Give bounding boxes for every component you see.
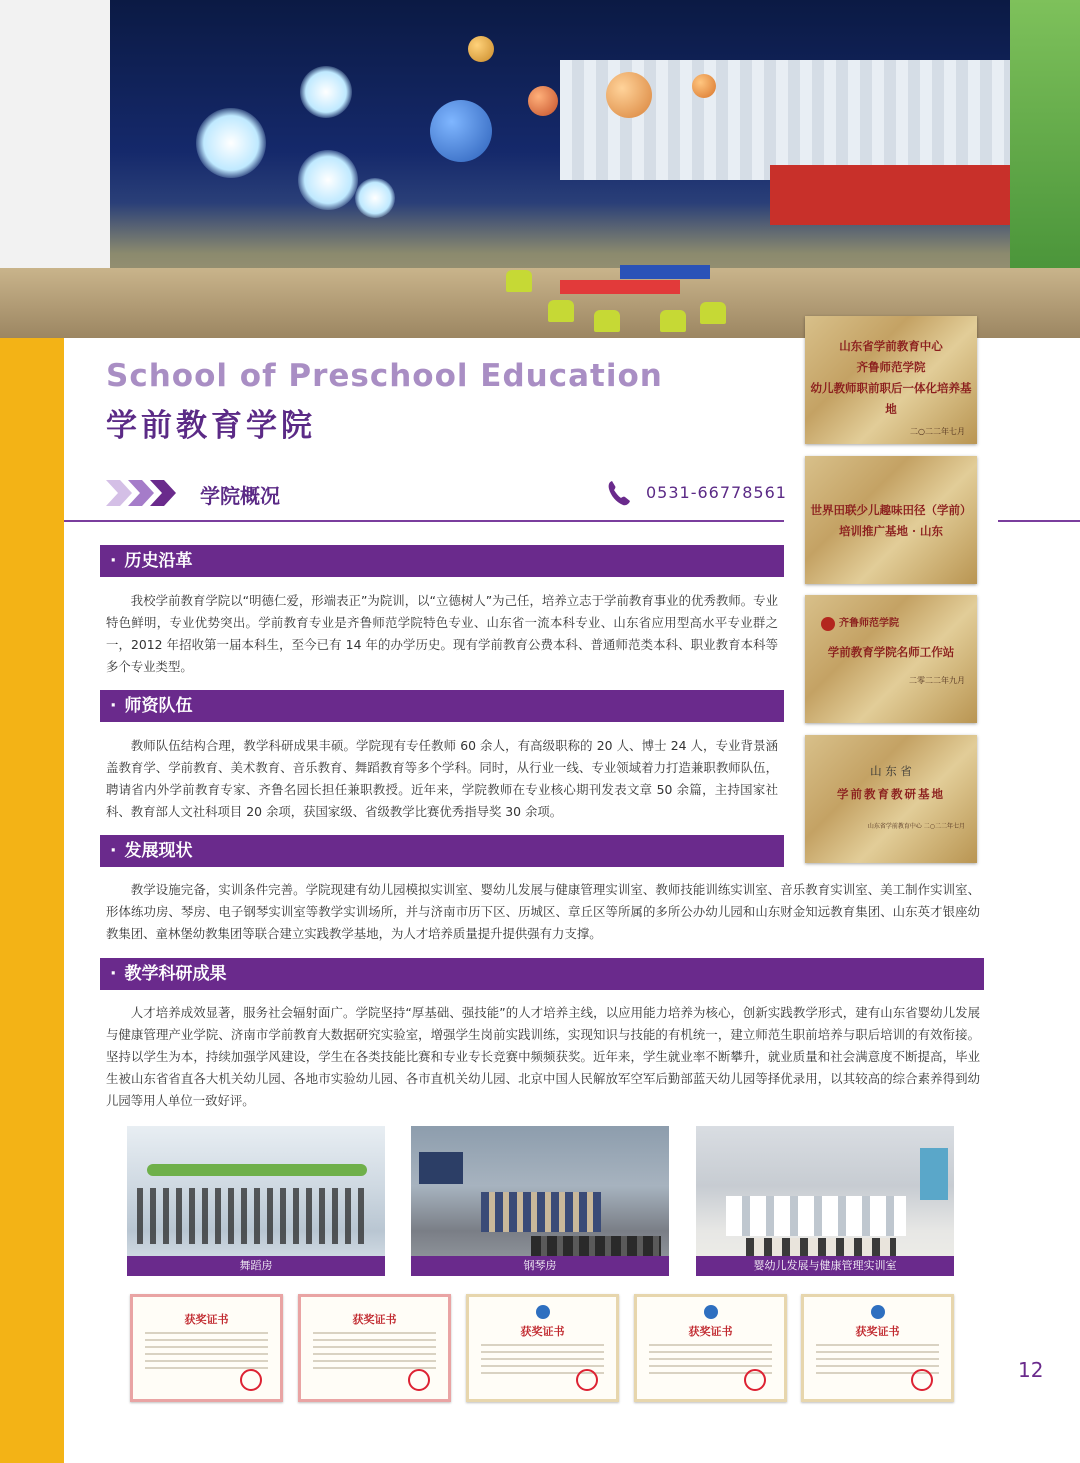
section-bar-history: · 历史沿革: [100, 545, 784, 577]
hero-planet: [528, 86, 558, 116]
stamp-icon: [744, 1369, 766, 1391]
photo-caption: 钢琴房: [411, 1256, 669, 1276]
chevron-arrows-icon: [106, 478, 182, 508]
emblem-icon: [536, 1305, 550, 1319]
overview-label: 学院概况: [200, 484, 280, 508]
overview-divider: [64, 520, 784, 522]
hero-table: [620, 265, 710, 279]
stamp-icon: [576, 1369, 598, 1391]
award-certificate: 获奖证书: [634, 1294, 787, 1402]
phone-icon: [606, 479, 632, 507]
section-bar-faculty: · 师资队伍: [100, 690, 784, 722]
hero-planet: [468, 36, 494, 62]
award-certificate: 获奖证书: [466, 1294, 619, 1402]
page-number: 12: [1018, 1358, 1044, 1382]
hero-planet: [606, 72, 652, 118]
hero-light-star: [298, 150, 358, 210]
left-gold-stripe: [0, 338, 64, 1463]
section-body-history: 我校学前教育学院以“明德仁爱，形端表正”为院训，以“立德树人”为己任，培养立志于学前教育事业的优秀教师。专业特色鲜明，专业优势突出。学前教育专业是齐鲁师范学院特色专业、山东省一流本科专业、山东省应用型高水平专业群之一，2012 年招收第一届本科生，至今已有 14 年的办学历史。现有学前教育公费本科、普通师范类本科、职业教育本科等多个专业类型。: [106, 593, 778, 674]
emblem-icon: [704, 1305, 718, 1319]
plaque-base: 山东省学前教育中心 齐鲁师范学院 幼儿教师职前职后一体化培养基地 二○二二年七月: [805, 316, 977, 444]
page-title-cn: 学前教育学院: [106, 408, 316, 444]
hero-wall-left: [0, 0, 110, 270]
plaque-master-teacher: 齐鲁师范学院 学前教育学院名师工作站 二零二二年九月: [805, 595, 977, 723]
stamp-icon: [408, 1369, 430, 1391]
overview-divider-right: [998, 520, 1080, 522]
hero-table: [560, 280, 680, 294]
hero-stool: [506, 270, 532, 292]
training-room-photo: [696, 1126, 954, 1276]
piano-room-photo: [411, 1126, 669, 1276]
section-bar-achievements: · 教学科研成果: [100, 958, 984, 990]
stamp-icon: [911, 1369, 933, 1391]
plaque-research-base: 山 东 省 学前教育教研基地 山东省学前教育中心 二○二二年七月: [805, 735, 977, 863]
photo-caption: 婴幼儿发展与健康管理实训室: [696, 1256, 954, 1276]
section-body-development: 教学设施完备，实训条件完善。学院现建有幼儿园模拟实训室、婴幼儿发展与健康管理实训室、教师技能训练实训室、音乐教育实训室、美工制作实训室、形体练功房、琴房、电子钢琴实训室等教学实训场所，并与济南市历下区、历城区、章丘区等所属的多所公办幼儿园和山东财金知远教育集团、山东英才银座幼教集团、童林堡幼教集团等联合建立实践教学基地，为人才培养质量提升提供强有力支撑。: [106, 882, 980, 941]
stamp-icon: [240, 1369, 262, 1391]
hero-stool: [660, 310, 686, 332]
hero-light-star: [300, 66, 352, 118]
hero-stool: [548, 300, 574, 322]
section-body-achievements: 人才培养成效显著，服务社会辐射面广。学院坚持“厚基础、强技能”的人才培养主线，以应用能力培养为核心，创新实践教学形式，建有山东省婴幼儿发展与健康管理产业学院、济南市学前教育大数据研究实验室，增强学生岗前实践训练，实现知识与技能的有机统一，建立师范生职前培养与职后培训的有效衔接。坚持以学生为本，持续加强学风建设，学生在各类技能比赛和专业专长竞赛中频频获奖。近年来，学生就业率不断攀升，就业质量和社会满意度不断提高，毕业生被山东省省直各大机关幼儿园、各地市实验幼儿园、各市直机关幼儿园、北京中国人民解放军空军后勤部蓝天幼儿园等择优录用，以其较高的综合素养得到幼儿园等用人单位一致好评。: [106, 1005, 980, 1108]
award-certificate: 获奖证书: [298, 1294, 451, 1402]
plaque-athletics: 世界田联少儿趣味田径（学前） 培训推广基地 · 山东: [805, 456, 977, 584]
photo-caption: 舞蹈房: [127, 1256, 385, 1276]
hero-planet: [430, 100, 492, 162]
hero-stool: [700, 302, 726, 324]
hero-planet: [692, 74, 716, 98]
hero-light-star: [196, 108, 266, 178]
phone-number[interactable]: 0531-66778561: [646, 483, 787, 502]
dance-room-photo: [127, 1126, 385, 1276]
award-certificate: 获奖证书: [130, 1294, 283, 1402]
emblem-icon: [871, 1305, 885, 1319]
page-title-en: School of Preschool Education: [106, 358, 663, 394]
section-bar-development: · 发展现状: [100, 835, 784, 867]
hero-classroom-photo: [0, 0, 1080, 338]
seal-icon: [821, 617, 835, 631]
section-body-faculty: 教师队伍结构合理，教学科研成果丰硕。学院现有专任教师 60 余人，有高级职称的 20 人、博士 24 人，专业背景涵盖教育学、学前教育、美术教育、音乐教育、舞蹈教育等多个学科。同时，从行业一线、专业领域着力打造兼职教师队伍，聘请省内外学前教育专家、齐鲁名园长担任兼职教授。近年来，学院教师在专业核心期刊发表文章 50 余篇，主持国家社科、教育部人文社科项目 20 余项，获国家级、省级教学比赛优秀指导奖 30 余项。: [106, 738, 778, 819]
award-certificate: 获奖证书: [801, 1294, 954, 1402]
hero-red-panel: [770, 165, 1010, 225]
hero-light-star: [355, 178, 395, 218]
hero-stool: [594, 310, 620, 332]
